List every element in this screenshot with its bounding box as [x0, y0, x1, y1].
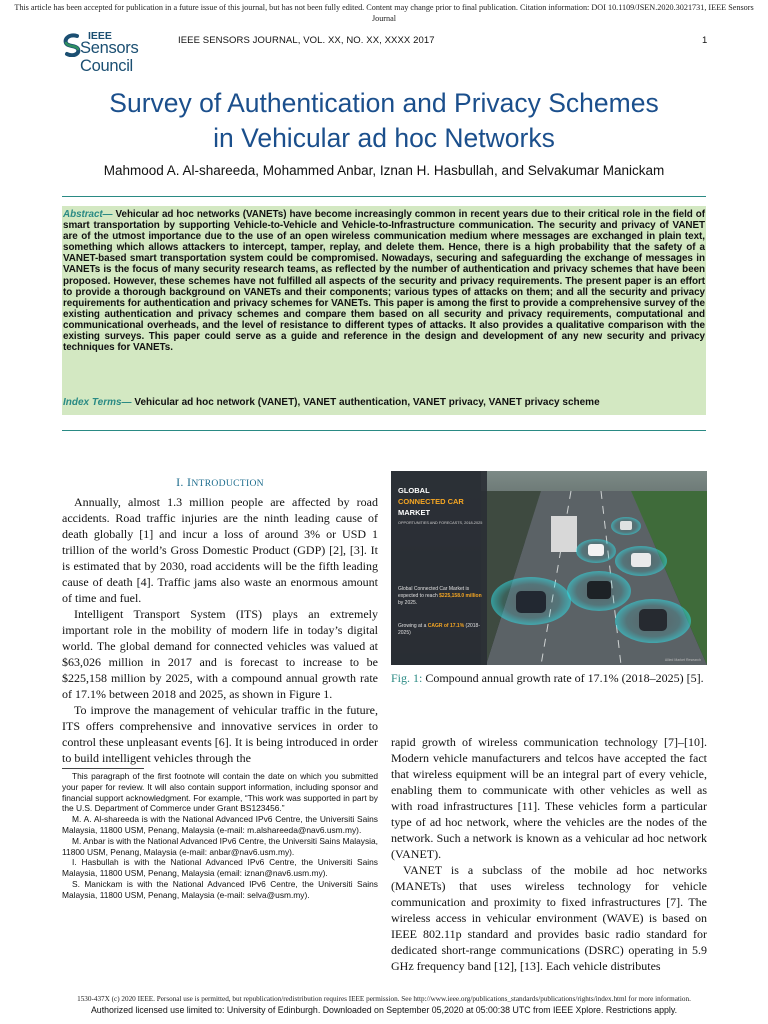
figure-subtitle: OPPORTUNITIES AND FORECASTS, 2018-2025	[398, 521, 483, 525]
figure-caption-label: Fig. 1:	[391, 671, 423, 685]
intro-paragraph-vanet: VANET is a subclass of the mobile ad hoc networks (MANETs) that uses wireless technology for vehicle communication and proximity to fixed infrastructures [7]. The wireless access in vehicular environment (WAVE) is based on IEEE 802.11p standard and provides basic radio standard for dedicated short-range communications (DSRC) operating in 5.9 GHz frequency band [12], [13]. Each vehicle distributes	[391, 863, 707, 973]
header-divider	[62, 196, 706, 197]
footnote-author-1: M. A. Al-shareeda is with the National Advanced IPv6 Centre, the Universiti Sains Malaysia, 11800 USM, Penang, Malaysia (e-mail: m.alshareeda@nav6.usm.my).	[62, 814, 378, 835]
car-shape	[620, 521, 632, 530]
ieee-sensors-council-logo	[62, 30, 172, 75]
index-terms	[62, 397, 706, 408]
section-heading-introduction: I. INTRODUCTION	[176, 475, 264, 489]
figure-stat-market-size: Global Connected Car Market is expected to reach $225,158.0 million by 2025.	[398, 586, 482, 606]
copyright-notice: 1530-437X (c) 2020 IEEE. Personal use is permitted, but republication/redistribution requires IEEE permission. See http://www.ieee.org/publications_standards/publications/rights/index.html for more information.	[77, 995, 691, 1003]
accepted-article-notice: This article has been accepted for publication in a future issue of this journal, but has not been fully edited. Content may change prior to final publication. Citation information: DOI 10.1109/JSEN.2020.3021731, IEEE Sensors Journal	[14, 3, 754, 23]
title-line-1: Survey of Authentication and Privacy Schemes	[109, 88, 659, 118]
truck-shape	[551, 516, 577, 552]
abstract	[62, 209, 706, 353]
car-shape	[587, 581, 611, 599]
footnote-author-2: M. Anbar is with the National Advanced IPv6 Centre, the Universiti Sains Malaysia, 11800 USM, Penang, Malaysia (e-mail: anbar@nav6.usm.my).	[62, 835, 378, 857]
abstract-label: Abstract—	[63, 209, 113, 220]
figure-connected-car-market	[391, 471, 707, 665]
abstract-body: Vehicular ad hoc networks (VANETs) have become increasingly common in recent years due to their critical role in the field of smart transportation by supporting Vehicle-to-Vehicle and Vehicle-to-Infrastructure communication. The security and privacy of VANET are of the utmost importance due to the use of an open wireless communication medium where messages are exchanged in plain text, something which allows attackers to intercept, tamper, replay, and delete them. Hence, there is a high probability that the safety of a VANET-based smart transportation system could be compromised. Nowadays, securing and safeguarding the exchange of messages in VANETs is the focus of many security research teams, as reflected by the number of authentication and privacy schemes that have been proposed. However, these schemes have not fulfilled all aspects of the security and privacy requirements. The present paper is an effort to provide a thorough background on VANETs and their components; various types of attacks on them; and all the security and privacy requirements for authentication and privacy schemes for VANETs. This paper is among the first to provide a comprehensive survey of the existing authentication and privacy schemes and compare them based on all security and privacy requirements, computational and communicational overheads, and the level of resistance to different types of attacks. It also provides a qualitative comparison with the existing surveys. This paper could serve as a guide and reference in the design and development of any new security and privacy techniques for VANETs.	[63, 209, 705, 354]
footnotes	[62, 771, 378, 901]
intro-paragraph-continued: rapid growth of wireless communication technology [7]–[10]. Modern vehicle manufacturers and telcos have accepted the fact that wireless equipment will be an integral part of every vehicle, enabling them to communicate with other vehicles as well as with road infrastructures [11]. These vehicles form a particular type of ad hoc network, where the vehicles are the nodes of the network. Such a network is known as a vehicular ad hoc network (VANET).	[391, 735, 707, 861]
figure-caption-text: Compound annual growth rate of 17.1% (2018–2025) [5].	[425, 671, 704, 685]
logo-ieee-text: IEEE	[88, 30, 112, 42]
author-list: Mahmood A. Al-shareeda, Mohammed Anbar, Iznan H. Hasbullah, and Selvakumar Manickam	[103, 163, 665, 178]
figure-heading: GLOBAL CONNECTED CAR MARKET	[398, 486, 464, 517]
intro-paragraph-1: Annually, almost 1.3 million people are affected by road accidents. Road traffic injuries are the ninth leading cause of death globally [1] and incur a loss of around 3% or USD 1 trillion of the world’s Gross Domestic Product (GDP) [2], [3]. It is estimated that by 2030, road accidents will be the fifth leading cause of death [4]. Traffic jams also waste an enormous amount of time and fuel.	[62, 495, 378, 605]
footnote-funding: This paragraph of the first footnote will contain the date on which you submitted your paper for review. It will also contain support information, including sponsor and financial support acknowledgment. For example, “This work was supported in part by the U.S. Department of Commerce under Grant BS123456.”	[62, 771, 378, 814]
intro-paragraph-2: Intelligent Transport System (ITS) plays an extremely important role in the mobility of modern life in today’s digital world. The global demand for connected vehicles was valued at $63,026 million in 2017 and is forecast to increase to be $225,158 million by 2025, with a compound annual growth rate of 17.1% between 2018 and 2025, as shown in Figure 1.	[62, 607, 378, 701]
logo-sensors-council-text: Sensors Council	[80, 39, 139, 75]
journal-header: IEEE SENSORS JOURNAL, VOL. XX, NO. XX, XXXX 2017	[178, 35, 435, 46]
right-column-body	[391, 734, 707, 974]
paper-title	[40, 86, 728, 156]
left-column-body	[62, 494, 378, 766]
license-notice: Authorized licensed use limited to: University of Edinburgh. Downloaded on September 05,2020 at 05:00:38 UTC from IEEE Xplore. Restrictions apply.	[90, 1005, 678, 1015]
footnote-author-4: S. Manickam is with the National Advanced IPv6 Centre, the Universiti Sains Malaysia, 11800 USM, Penang, Malaysia (e-mail: selva@usm.my).	[62, 878, 378, 900]
figure-credit: Allied Market Research	[664, 658, 701, 662]
page-number: 1	[702, 35, 708, 46]
figure-caption	[391, 670, 707, 686]
intro-paragraph-3: To improve the management of vehicular traffic in the future, ITS offers comprehensive and innovative services in order to control these unpleasant events [6]. It is being introduced in order to build intelligent vehicles through the	[62, 703, 378, 765]
car-shape	[588, 544, 604, 556]
car-shape	[639, 609, 667, 631]
index-terms-label: Index Terms—	[63, 397, 132, 408]
title-line-2: in Vehicular ad hoc Networks	[213, 123, 555, 153]
figure-stat-cagr: Growing at a CAGR of 17.1% (2018-2025)	[398, 623, 480, 636]
index-terms-body: Vehicular ad hoc network (VANET), VANET authentication, VANET privacy, VANET privacy scheme	[134, 397, 600, 408]
car-shape	[516, 591, 546, 613]
footnote-author-3: I. Hasbullah is with the National Advanced IPv6 Centre, the Universiti Sains Malaysia, 11800 USM, Penang, Malaysia (email: iznan@nav6.usm.my).	[62, 857, 378, 879]
footnote-rule	[62, 768, 144, 769]
car-shape	[631, 553, 651, 567]
abstract-divider	[62, 430, 706, 431]
